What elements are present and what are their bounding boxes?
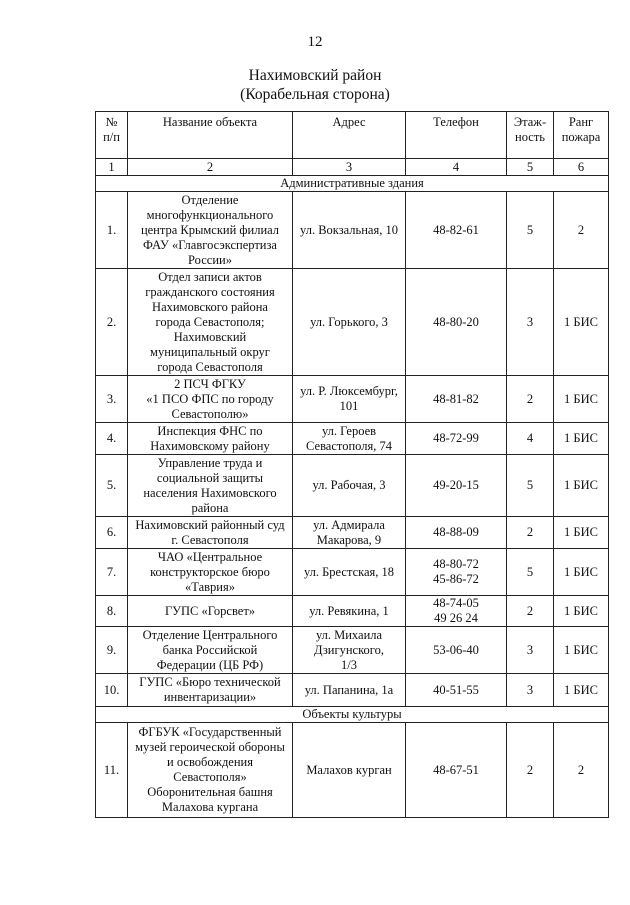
header-rank: Ранг пожара [554, 112, 609, 159]
object-phone: 48-80-72 45-86-72 [406, 549, 507, 596]
section-title: Объекты культуры [96, 707, 609, 723]
object-phone: 53-06-40 [406, 627, 507, 674]
object-floors: 3 [507, 269, 554, 376]
object-address: ул. Ревякина, 1 [293, 596, 406, 627]
object-phone: 48-80-20 [406, 269, 507, 376]
column-number: 6 [554, 159, 609, 176]
fire-rank: 1 БИС [554, 269, 609, 376]
object-floors: 4 [507, 423, 554, 455]
fire-rank: 1 БИС [554, 549, 609, 596]
row-number: 3. [96, 376, 128, 423]
fire-rank: 1 БИС [554, 627, 609, 674]
object-address: ул. Героев Севастополя, 74 [293, 423, 406, 455]
row-number: 4. [96, 423, 128, 455]
table-row [96, 269, 609, 376]
object-floors: 3 [507, 627, 554, 674]
table-header-row [96, 112, 609, 159]
object-name: Нахимовский районный суд г. Севастополя [128, 517, 293, 549]
column-number: 1 [96, 159, 128, 176]
fire-rank: 2 [554, 723, 609, 818]
fire-rank: 1 БИС [554, 674, 609, 707]
fire-rank: 1 БИС [554, 455, 609, 517]
table-row [96, 517, 609, 549]
object-address: ул. Вокзальная, 10 [293, 192, 406, 269]
object-floors: 5 [507, 192, 554, 269]
row-number: 7. [96, 549, 128, 596]
header-num: № п/п [96, 112, 128, 159]
row-number: 11. [96, 723, 128, 818]
object-floors: 5 [507, 549, 554, 596]
row-number: 9. [96, 627, 128, 674]
object-phone: 48-74-05 49 26 24 [406, 596, 507, 627]
object-phone: 40-51-55 [406, 674, 507, 707]
object-floors: 2 [507, 596, 554, 627]
objects-table [95, 111, 609, 818]
object-name: Отдел записи актов гражданского состояния Нахимовского района города Севастополя; Нахимовский муниципальный округ города Севастополя [128, 269, 293, 376]
object-phone: 48-82-61 [406, 192, 507, 269]
object-phone: 48-72-99 [406, 423, 507, 455]
section-title: Административные здания [96, 176, 609, 192]
row-number: 5. [96, 455, 128, 517]
object-name: ЧАО «Центральное конструкторское бюро «Таврия» [128, 549, 293, 596]
object-floors: 5 [507, 455, 554, 517]
object-phone: 48-88-09 [406, 517, 507, 549]
section-row [96, 707, 609, 723]
object-phone: 49-20-15 [406, 455, 507, 517]
object-address: ул. Рабочая, 3 [293, 455, 406, 517]
object-address: Малахов курган [293, 723, 406, 818]
object-address: ул. Брестская, 18 [293, 549, 406, 596]
fire-rank: 1 БИС [554, 376, 609, 423]
object-name: Отделение многофункционального центра Крымский филиал ФАУ «Главгосэкспертиза России» [128, 192, 293, 269]
object-name: Отделение Центрального банка Российской Федерации (ЦБ РФ) [128, 627, 293, 674]
column-number: 2 [128, 159, 293, 176]
object-name: Инспекция ФНС по Нахимовскому району [128, 423, 293, 455]
object-floors: 3 [507, 674, 554, 707]
object-address: ул. Папанина, 1а [293, 674, 406, 707]
header-floors: Этаж- ность [507, 112, 554, 159]
table-row [96, 423, 609, 455]
object-address: ул. Адмирала Макарова, 9 [293, 517, 406, 549]
section-row [96, 176, 609, 192]
object-name: 2 ПСЧ ФГКУ «1 ПСО ФПС по городу Севастополю» [128, 376, 293, 423]
row-number: 1. [96, 192, 128, 269]
header-address: Адрес [293, 112, 406, 159]
district-title: Нахимовский район [248, 67, 382, 84]
table-row [96, 723, 609, 818]
object-floors: 2 [507, 723, 554, 818]
header-phone: Телефон [406, 112, 507, 159]
fire-rank: 2 [554, 192, 609, 269]
page-number: 12 [307, 34, 323, 50]
table-row [96, 376, 609, 423]
object-address: ул. Михаила Дзигунского, 1/3 [293, 627, 406, 674]
table-row [96, 674, 609, 707]
object-phone: 48-67-51 [406, 723, 507, 818]
object-name: Управление труда и социальной защиты населения Нахимовского района [128, 455, 293, 517]
column-number: 3 [293, 159, 406, 176]
table-row [96, 455, 609, 517]
row-number: 2. [96, 269, 128, 376]
row-number: 6. [96, 517, 128, 549]
object-floors: 2 [507, 517, 554, 549]
object-address: ул. Горького, 3 [293, 269, 406, 376]
table-row [96, 627, 609, 674]
column-number-row [96, 159, 609, 176]
fire-rank: 1 БИС [554, 423, 609, 455]
row-number: 8. [96, 596, 128, 627]
table-row [96, 549, 609, 596]
object-floors: 2 [507, 376, 554, 423]
document-title [0, 66, 630, 104]
fire-rank: 1 БИС [554, 596, 609, 627]
district-subtitle: (Корабельная сторона) [240, 86, 390, 103]
table-row [96, 596, 609, 627]
table-row [96, 192, 609, 269]
row-number: 10. [96, 674, 128, 707]
fire-rank: 1 БИС [554, 517, 609, 549]
column-number: 4 [406, 159, 507, 176]
object-name: ФГБУК «Государственный музей героической обороны и освобождения Севастополя» Оборонительная башня Малахова кургана [128, 723, 293, 818]
column-number: 5 [507, 159, 554, 176]
object-phone: 48-81-82 [406, 376, 507, 423]
object-address: ул. Р. Люксембург, 101 [293, 376, 406, 423]
object-name: ГУПС «Бюро технической инвентаризации» [128, 674, 293, 707]
header-name: Название объекта [128, 112, 293, 159]
object-name: ГУПС «Горсвет» [128, 596, 293, 627]
